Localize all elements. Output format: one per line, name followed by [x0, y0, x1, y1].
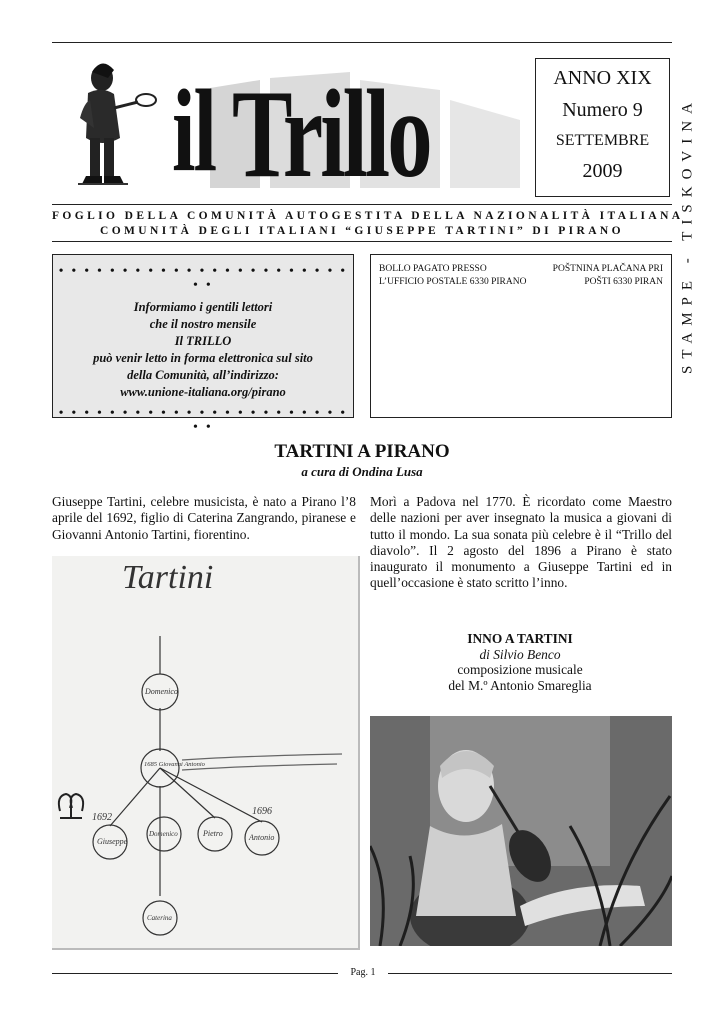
tree-node-e: Caterina [147, 914, 172, 922]
tree-heading: Tartini [122, 559, 214, 596]
notice-line: della Comunità, all’indirizzo: [127, 368, 279, 382]
issue-numero: Numero 9 [562, 99, 643, 121]
inno-title: INNO A TARTINI [467, 631, 573, 646]
violinist-figure-illustration [68, 58, 158, 193]
notice-line: Informiamo i gentili lettori [133, 300, 273, 314]
tree-node-b: Domenico [149, 830, 178, 838]
inno-line-1: composizione musicale [457, 662, 583, 677]
notice-text [53, 299, 353, 401]
postal-box [370, 254, 672, 418]
side-vertical-label [676, 50, 700, 420]
lyre-icon [59, 794, 83, 818]
online-notice-box [52, 254, 354, 435]
postal-right [553, 263, 663, 289]
tagline-top-rule [52, 204, 672, 205]
inno-line-2: del M.º Antonio Smareglia [448, 678, 592, 693]
title-trillo: Trillo [232, 65, 430, 204]
tree-node-mid: 1685 Giovanni Antonio [144, 761, 205, 768]
page-number: Pag. 1 [338, 967, 388, 978]
notice-line: può venir letto in forma elettronica sul sito [93, 351, 313, 365]
family-tree-drawing [52, 556, 358, 948]
postal-right-line: POŠTNINA PLAČANA PRI [552, 264, 663, 274]
top-rule [52, 42, 672, 43]
title-il: il [172, 65, 215, 196]
article-column-1: Giuseppe Tartini, celebre musicista, è nato a Pirano l’8 aprile del 1692, figlio di Caterina Zangrando, piranese e Giovanni Antonio Tartini, fiorentino. [52, 494, 356, 542]
tagline-bottom-rule [52, 241, 672, 242]
tree-node-d: Antonio [249, 833, 275, 842]
article-byline: a cura di Ondina Lusa [301, 464, 423, 479]
postal-left [379, 263, 526, 289]
inno-author: di Silvio Benco [479, 647, 561, 662]
postal-left-line: L’UFFICIO POSTALE 6330 PIRANO [379, 277, 527, 287]
notice-line: che il nostro mensile [149, 317, 257, 331]
tree-node-a: Giuseppe [97, 837, 128, 846]
tagline-line-2: COMUNITÀ DEGLI ITALIANI “GIUSEPPE TARTINI” DI PIRANO [99, 225, 624, 237]
issue-year: 2009 [582, 160, 623, 182]
family-tree-manuscript-image [52, 556, 360, 950]
issue-month: SETTEMBRE [555, 132, 650, 149]
dots-bottom: • • • • • • • • • • • • • • • • • • • • • • • • • [58, 406, 348, 435]
dots-top: • • • • • • • • • • • • • • • • • • • • • • • • • [58, 264, 348, 293]
tree-year-1696: 1696 [252, 806, 272, 817]
tree-year-1692: 1692 [92, 812, 112, 823]
article-title: TARTINI A PIRANO [274, 441, 450, 462]
side-text: STAMPE - TISKOVINA [679, 96, 696, 374]
tagline-line-1: FOGLIO DELLA COMUNITÀ AUTOGESTITA DELLA NAZIONALITÀ ITALIANA [52, 210, 684, 222]
tartini-bust-photo [370, 716, 672, 946]
article-column-2: Morì a Padova nel 1770. È ricordato come Maestro delle nazioni per aver insegnato la musica a giovani di tutto il mondo. La sua sonata più celebre è il “Trillo del diavolo”. Il 2 agosto del 1896 a Pirano è stato inaugurato il monumento a Giuseppe Tartini ed in quell’occasione è stato scritto l’inno. [370, 494, 672, 591]
issue-box [535, 58, 670, 197]
tree-node-c: Pietro [203, 829, 223, 838]
tree-node-top: Domenico [145, 687, 178, 696]
bust-photo-drawing [370, 716, 672, 946]
postal-left-line: BOLLO PAGATO PRESSO [379, 264, 487, 274]
issue-anno: ANNO XIX [553, 67, 652, 89]
postal-right-line: POŠTI 6330 PIRAN [584, 277, 663, 287]
notice-line: Il TRILLO [174, 334, 232, 348]
notice-url[interactable]: www.unione-italiana.org/pirano [120, 385, 286, 399]
